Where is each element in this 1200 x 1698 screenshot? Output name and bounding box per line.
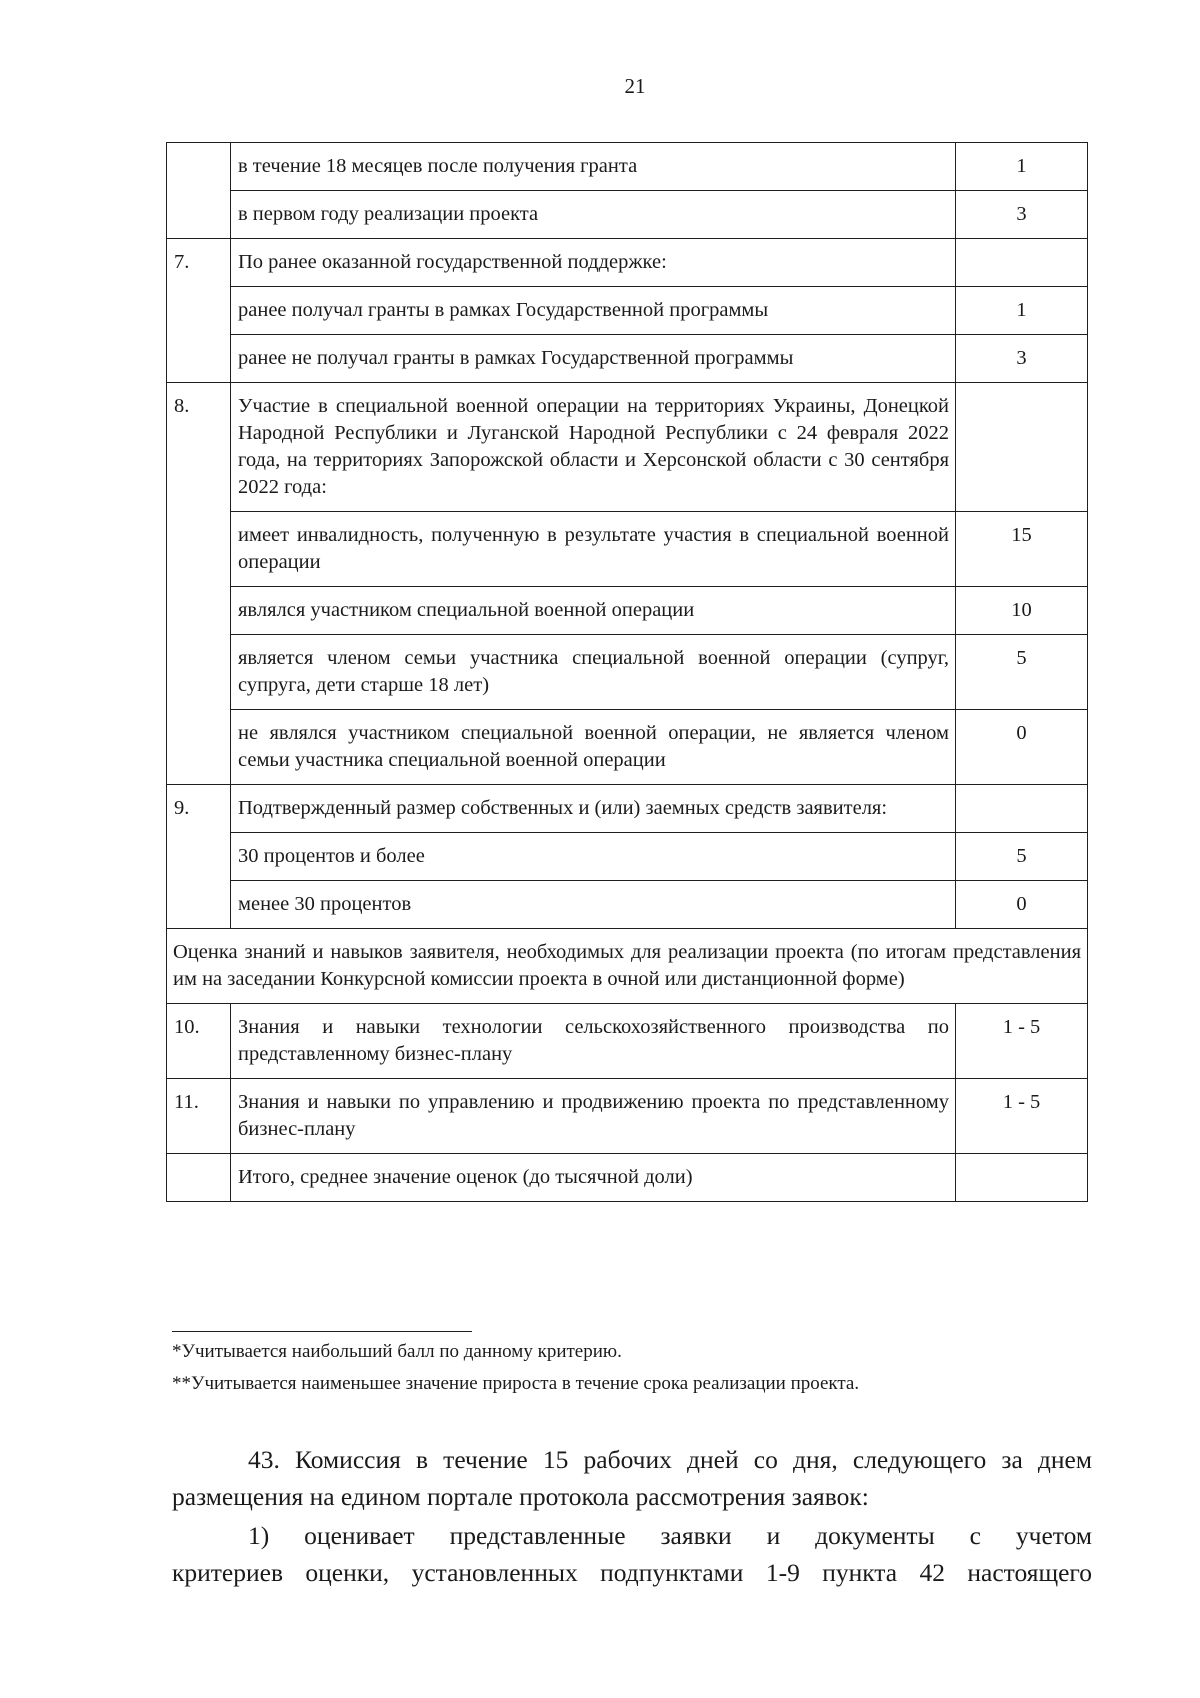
criterion-score: 1 - 5 [956,1079,1088,1154]
table-row [167,833,1088,881]
footnote-2: **Учитывается наименьшее значение прироста в течение срока реализации проекта. [172,1373,860,1394]
row-number: 8. [167,383,231,512]
footnote-divider [172,1331,472,1332]
criterion-text: имеет инвалидность, полученную в результате участия в специальной военной операции [231,512,956,587]
criterion-text: в первом году реализации проекта [231,191,956,239]
paragraph-43: 43. Комиссия в течение 15 рабочих дней со дня, следующего за днем размещения на едином портале протокола рассмотрения заявок: [172,1445,1092,1511]
criterion-score: 15 [956,512,1088,587]
table-row [167,1154,1088,1202]
criterion-text: менее 30 процентов [231,881,956,929]
row-number: 10. [167,1004,231,1079]
criterion-score [956,383,1088,512]
section-header: Оценка знаний и навыков заявителя, необходимых для реализации проекта (по итогам представления им на заседании Конкурсной комиссии проекта в очной или дистанционной форме) [167,929,1088,1004]
paragraph-1-line-2: критериев оценки, установленных подпунктами 1-9 пункта 42 настоящего [172,1558,1092,1587]
table-row [167,1079,1088,1154]
row-number [167,833,231,881]
table-row [167,335,1088,383]
row-number [167,287,231,335]
criterion-text: являлся участником специальной военной операции [231,587,956,635]
criterion-score: 1 [956,287,1088,335]
row-number [167,635,231,710]
table-row [167,143,1088,191]
criterion-score: 10 [956,587,1088,635]
criterion-text: Знания и навыки технологии сельскохозяйственного производства по представленному бизнес-плану [231,1004,956,1079]
table-row [167,512,1088,587]
table-row [167,239,1088,287]
table-row [167,710,1088,785]
table-row [167,881,1088,929]
criteria-table [166,142,1088,1202]
criterion-text: ранее не получал гранты в рамках Государственной программы [231,335,956,383]
criterion-score: 0 [956,710,1088,785]
criterion-text: 30 процентов и более [231,833,956,881]
row-number: 7. [167,239,231,287]
table-row [167,929,1088,1004]
criterion-score [956,785,1088,833]
criterion-score: 5 [956,635,1088,710]
criterion-heading: Подтвержденный размер собственных и (или) заемных средств заявителя: [231,785,956,833]
row-number [167,512,231,587]
table-row [167,635,1088,710]
row-number: 11. [167,1079,231,1154]
total-score [956,1154,1088,1202]
criterion-score: 1 [956,143,1088,191]
criterion-score: 3 [956,335,1088,383]
total-text: Итого, среднее значение оценок (до тысячной доли) [231,1154,956,1202]
criterion-text: Знания и навыки по управлению и продвижению проекта по представленному бизнес-плану [231,1079,956,1154]
footnote-1: *Учитывается наибольший балл по данному критерию. [172,1341,622,1362]
criterion-score: 0 [956,881,1088,929]
table-row [167,1004,1088,1079]
criterion-heading: По ранее оказанной государственной поддержке: [231,239,956,287]
row-number [167,881,231,929]
criterion-score [956,239,1088,287]
criterion-text: является членом семьи участника специальной военной операции (супруг, супруга, дети старше 18 лет) [231,635,956,710]
row-number [167,710,231,785]
table-row [167,191,1088,239]
criterion-score: 1 - 5 [956,1004,1088,1079]
criterion-text: ранее получал гранты в рамках Государственной программы [231,287,956,335]
row-number [167,191,231,239]
table-row [167,287,1088,335]
table-row [167,785,1088,833]
criterion-score: 3 [956,191,1088,239]
paragraph-1-line-1: 1) оценивает представленные заявки и документы с учетом [248,1521,1092,1550]
table-row [167,587,1088,635]
criterion-score: 5 [956,833,1088,881]
criterion-heading: Участие в специальной военной операции на территориях Украины, Донецкой Народной Республики и Луганской Народной Республики с 24 февраля 2022 года, на территориях Запорожской области и Херсонской области с 30 сентября 2022 года: [231,383,956,512]
criterion-text: не являлся участником специальной военной операции, не является членом семьи участника специальной военной операции [231,710,956,785]
page-number: 21 [624,74,646,98]
row-number [167,143,231,191]
row-number [167,335,231,383]
row-number [167,587,231,635]
criterion-text: в течение 18 месяцев после получения гранта [231,143,956,191]
row-number [167,1154,231,1202]
table-row [167,383,1088,512]
row-number: 9. [167,785,231,833]
